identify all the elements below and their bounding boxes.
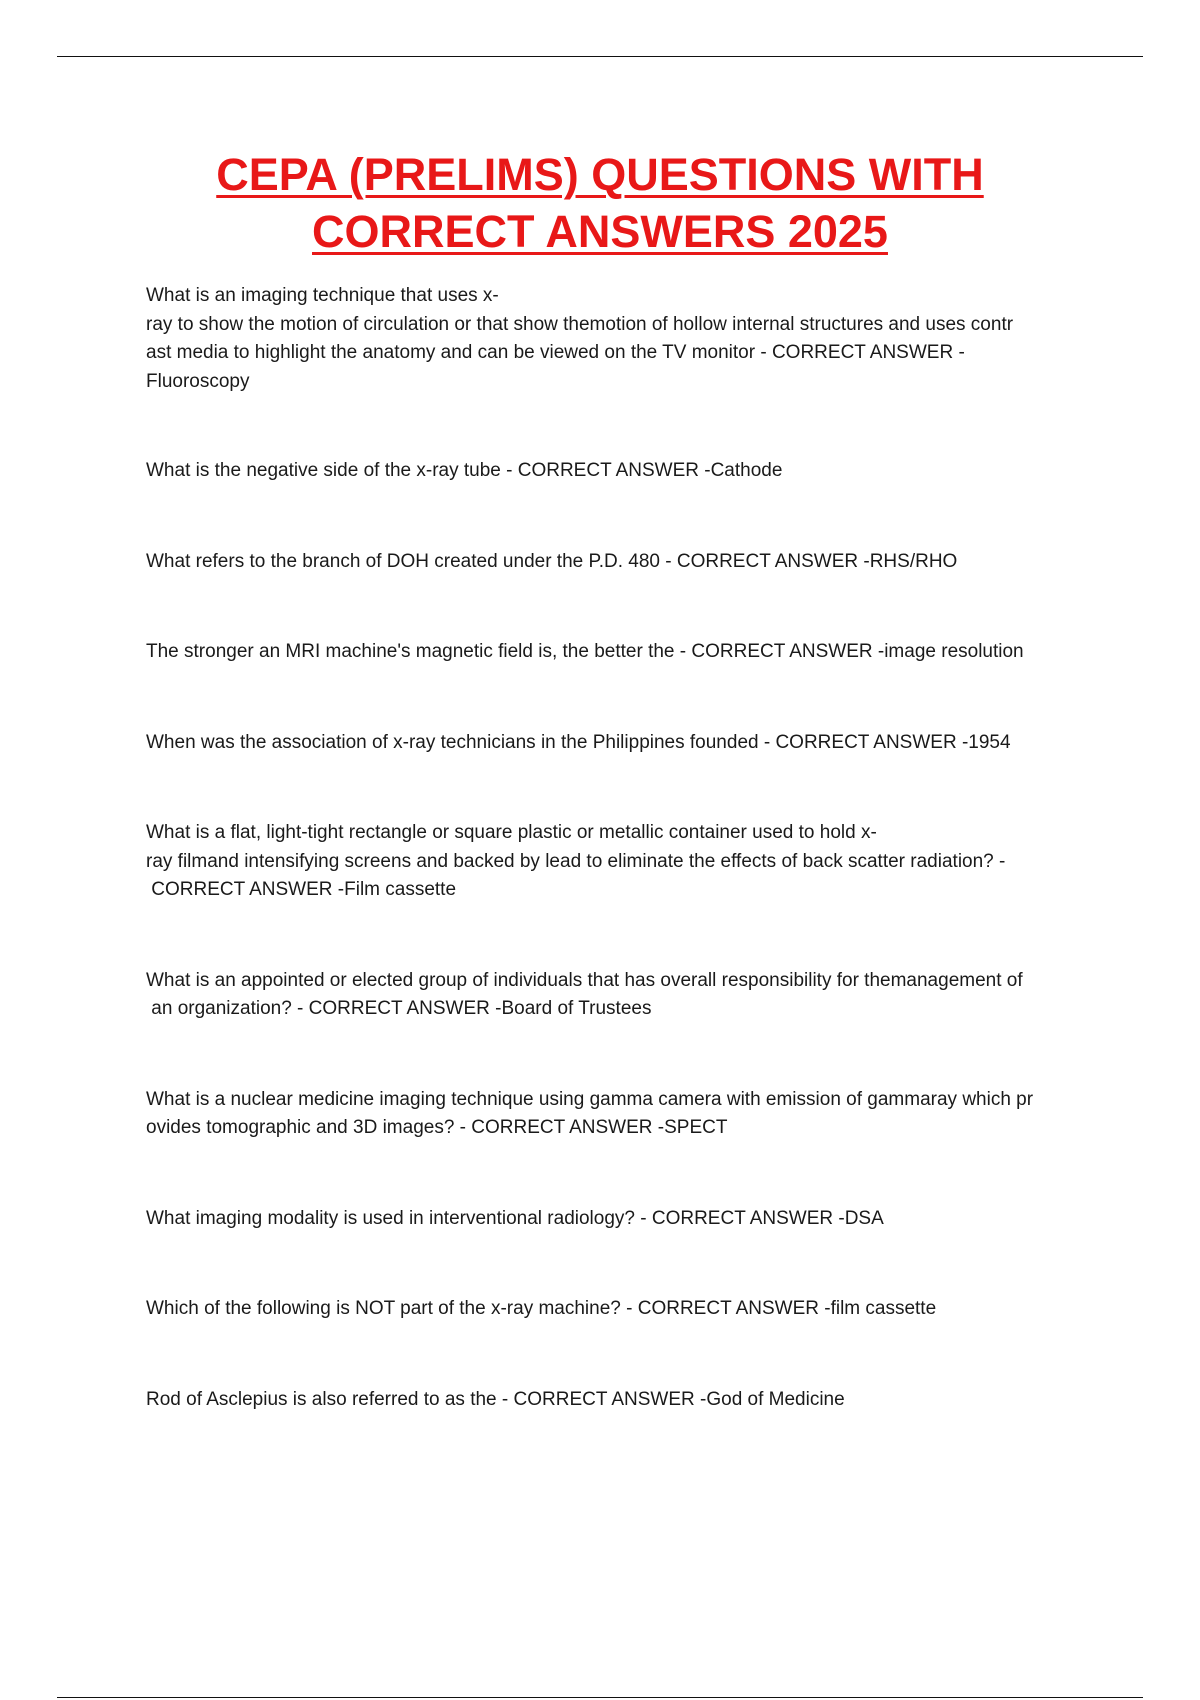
qa-item-5: When was the association of x-ray technicians in the Philippines founded - CORRECT ANSWER -1954 (146, 731, 1011, 753)
document-title (0, 146, 1200, 260)
qa-item-2: What is the negative side of the x-ray tube - CORRECT ANSWER -Cathode (146, 460, 783, 481)
qa-item-4: The stronger an MRI machine's magnetic field is, the better the - CORRECT ANSWER -image resolution (146, 641, 1024, 662)
qa-item-6: What is a flat, light-tight rectangle or square plastic or metallic container used to hold x- ray filmand intensifying screens and backed by lead to eliminate the effects of back scatter radiation? - CORRECT ANSWER -Film cassette (146, 822, 1006, 900)
qa-item-9: What imaging modality is used in interventional radiology? - CORRECT ANSWER -DSA (146, 1207, 884, 1229)
bottom-divider (57, 1697, 1143, 1698)
question-answer-list (146, 282, 1106, 1476)
qa-item-7: What is an appointed or elected group of individuals that has overall responsibility for themanagement of an organization? - CORRECT ANSWER -Board of Trustees (146, 969, 1023, 1019)
qa-item-8: What is a nuclear medicine imaging technique using gamma camera with emission of gammaray which pr ovides tomographic and 3D images? - CORRECT ANSWER -SPECT (146, 1088, 1034, 1138)
title-line-1: CEPA (PRELIMS) QUESTIONS WITH (216, 149, 984, 200)
top-divider (57, 56, 1143, 57)
qa-item-3: What refers to the branch of DOH created under the P.D. 480 - CORRECT ANSWER -RHS/RHO (146, 550, 958, 572)
qa-item-10: Which of the following is NOT part of the x-ray machine? - CORRECT ANSWER -film cassette (146, 1298, 937, 1319)
qa-item-11: Rod of Asclepius is also referred to as the - CORRECT ANSWER -God of Medicine (146, 1388, 845, 1410)
qa-item-1: What is an imaging technique that uses x- ray to show the motion of circulation or that show themotion of hollow internal structures and uses contr ast media to highlight the anatomy and can be viewed on the TV monitor - CORRECT ANSWER - Fluoroscopy (146, 285, 1014, 392)
title-line-2: CORRECT ANSWERS 2025 (312, 206, 888, 257)
